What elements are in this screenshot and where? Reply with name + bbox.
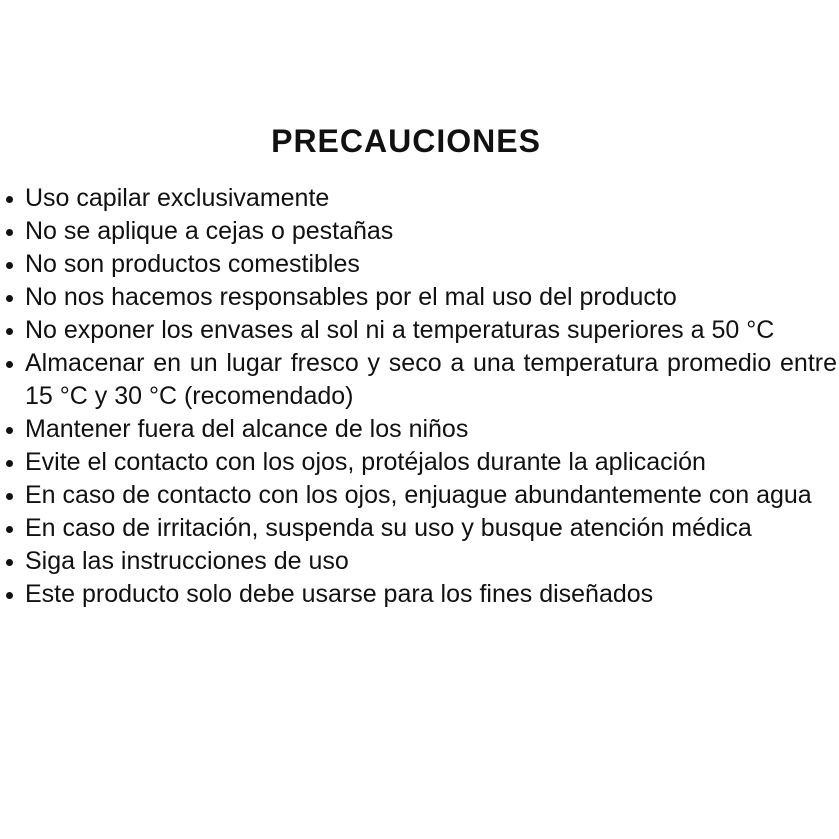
list-item: No exponer los envases al sol ni a temperaturas superiores a 50 °C [25, 314, 837, 347]
page-title: PRECAUCIONES [271, 123, 541, 159]
list-item: Almacenar en un lugar fresco y seco a una temperatura promedio entre 15 °C y 30 °C (recomendado) [25, 347, 837, 413]
list-item: Mantener fuera del alcance de los niños [25, 413, 837, 446]
list-item: No son productos comestibles [25, 248, 837, 281]
list-item: En caso de irritación, suspenda su uso y busque atención médica [25, 512, 837, 545]
list-item: No nos hacemos responsables por el mal uso del producto [25, 281, 837, 314]
precautions-list [25, 182, 837, 611]
list-item: No se aplique a cejas o pestañas [25, 215, 837, 248]
list-item: En caso de contacto con los ojos, enjuague abundantemente con agua [25, 479, 837, 512]
list-item: Siga las instrucciones de uso [25, 545, 837, 578]
list-item: Este producto solo debe usarse para los fines diseñados [25, 578, 837, 611]
list-item: Evite el contacto con los ojos, protéjalos durante la aplicación [25, 446, 837, 479]
list-item: Uso capilar exclusivamente [25, 182, 837, 215]
